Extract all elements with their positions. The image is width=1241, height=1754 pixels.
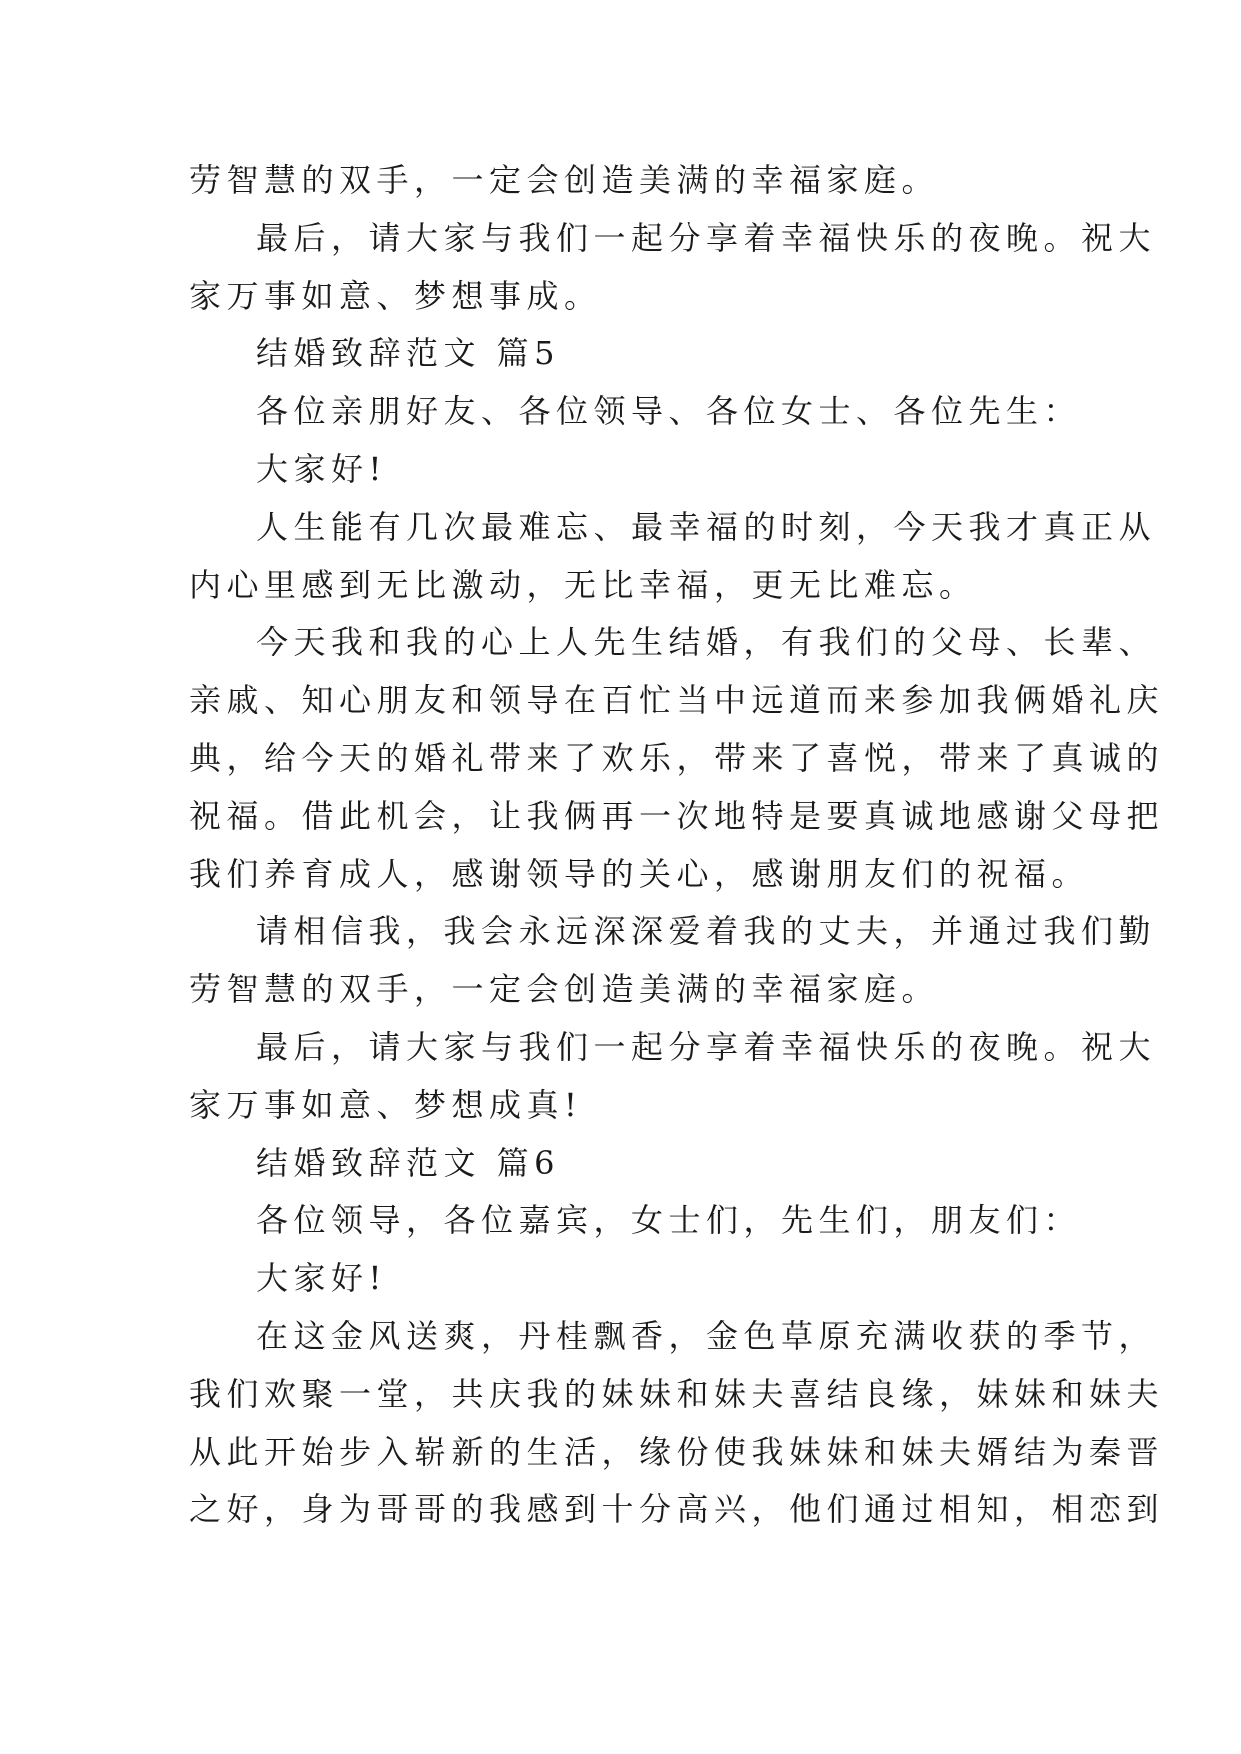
- text-line: 典，给今天的婚礼带来了欢乐，带来了喜悦，带来了真诚的: [189, 738, 1165, 777]
- greeting: 大家好!: [256, 1259, 387, 1298]
- text-line: 从此开始步入崭新的生活，缘份使我妹妹和妹夫婿结为秦晋: [189, 1432, 1165, 1471]
- text-line: 之好，身为哥哥的我感到十分高兴，他们通过相知，相恋到: [189, 1490, 1165, 1529]
- salutation: 各位亲朋好友、各位领导、各位女士、各位先生：: [256, 392, 1082, 431]
- text-line: 今天我和我的心上人先生结婚，有我们的父母、长辈、: [256, 623, 1157, 662]
- text-line: 人生能有几次最难忘、最幸福的时刻，今天我才真正从: [256, 507, 1157, 546]
- greeting: 大家好!: [256, 449, 387, 488]
- document-body: [189, 152, 1165, 1539]
- text-line: 请相信我，我会永远深深爱着我的丈夫，并通过我们勤: [256, 912, 1157, 951]
- text-line: 内心里感到无比激动，无比幸福，更无比难忘。: [189, 565, 977, 604]
- text-line: 亲戚、知心朋友和领导在百忙当中远道而来参加我俩婚礼庆: [189, 681, 1165, 720]
- salutation: 各位领导，各位嘉宾，女士们，先生们，朋友们：: [256, 1201, 1082, 1240]
- text-line: 祝福。借此机会，让我俩再一次地特是要真诚地感谢父母把: [189, 796, 1165, 835]
- text-line: 劳智慧的双手，一定会创造美满的幸福家庭。: [189, 161, 940, 199]
- text-line: 我们欢聚一堂，共庆我的妹妹和妹夫喜结良缘，妹妹和妹夫: [189, 1374, 1165, 1413]
- text-line: 最后，请大家与我们一起分享着幸福快乐的夜晚。祝大: [256, 218, 1157, 257]
- section-heading: 结婚致辞范文 篇6: [256, 1143, 561, 1182]
- text-line: 我们养育成人，感谢领导的关心，感谢朋友们的祝福。: [189, 854, 1090, 893]
- text-line: 在这金风送爽，丹桂飘香，金色草原充满收获的季节，: [256, 1316, 1157, 1355]
- text-line: 劳智慧的双手，一定会创造美满的幸福家庭。: [189, 970, 940, 1009]
- section-heading: 结婚致辞范文 篇5: [256, 334, 561, 373]
- text-line: 家万事如意、梦想事成。: [189, 276, 602, 315]
- text-line: 家万事如意、梦想成真!: [189, 1085, 583, 1124]
- text-line: 最后，请大家与我们一起分享着幸福快乐的夜晚。祝大: [256, 1027, 1157, 1066]
